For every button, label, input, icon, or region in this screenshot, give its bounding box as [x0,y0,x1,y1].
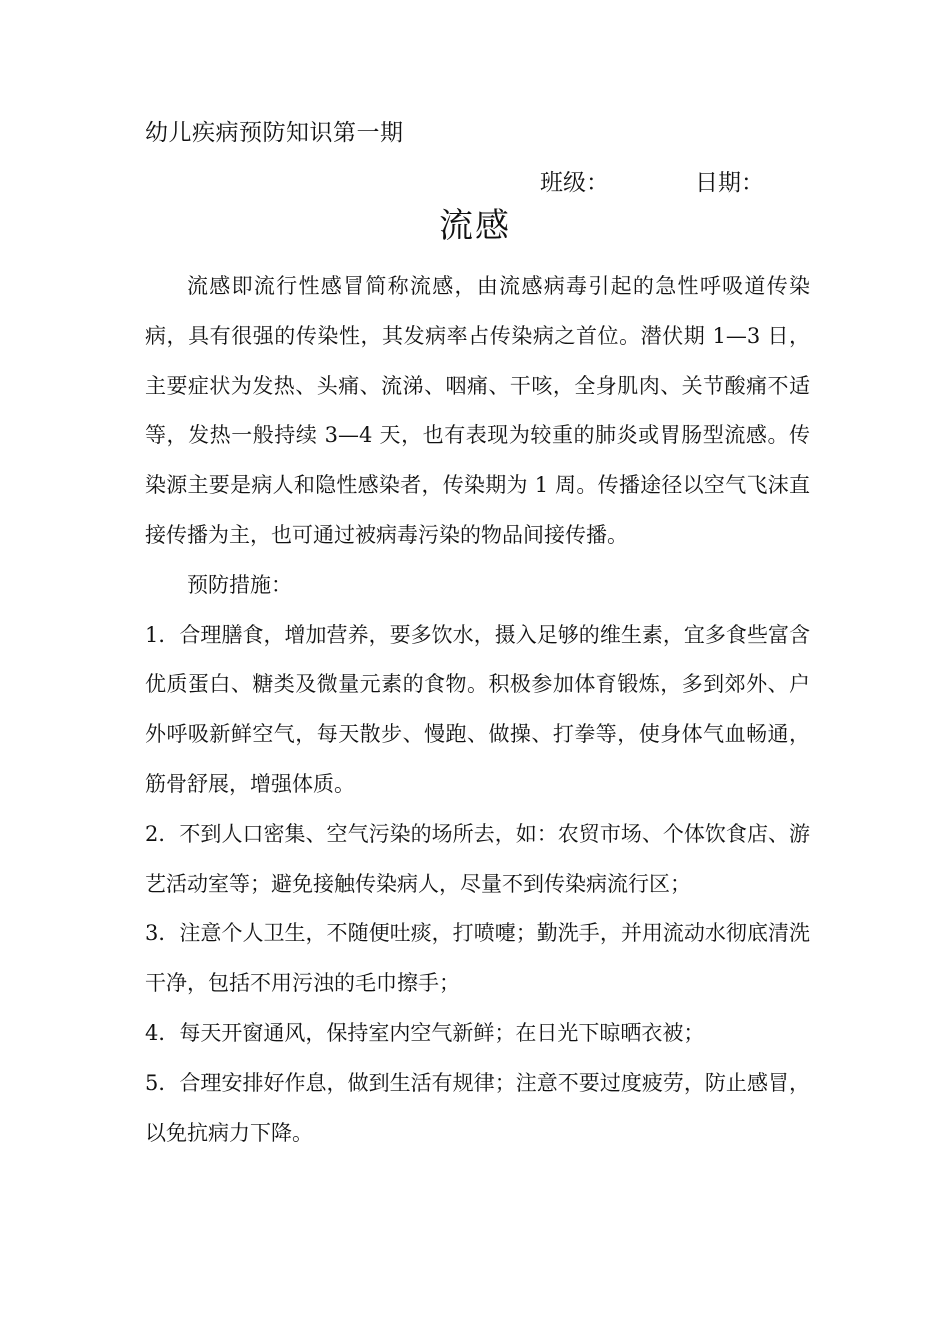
measure-item-4: 4．每天开窗通风，保持室内空气新鲜；在日光下晾晒衣被； [145,1020,705,1045]
intro-paragraph: 流感即流行性感冒简称流感，由流感病毒引起的急性呼吸道传染病，具有很强的传染性，其发病率占传染病之首位。潜伏期 1—3 日，主要症状为发热、头痛、流涕、咽痛、干咳，全身肌肉、关节酸痛不适等，发热一般持续 3—4 天，也有表现为较重的肺炎或胃肠型流感。传染源主要是病人和隐性感染者，传染期为 1 周。传播途径以空气飞沫直接传播为主，也可通过被病毒污染的物品间接传播。 [145,274,810,547]
measure-item-2: 2．不到人口密集、空气污染的场所去，如：农贸市场、个体饮食店、游艺活动室等；避免接触传染病人，尽量不到传染病流行区； [145,821,810,896]
measure-item-3: 3．注意个人卫生，不随便吐痰，打喷嚏；勤洗手，并用流动水彻底清洗干净，包括不用污浊的毛巾擦手； [145,921,810,996]
document-header: 幼儿疾病预防知识第一期 [145,120,404,146]
class-label: 班级： [540,170,609,196]
class-date-line [540,166,764,200]
measure-item-5: 5．合理安排好作息，做到生活有规律；注意不要过度疲劳，防止感冒，以免抗病力下降。 [145,1070,810,1145]
measure-item-1: 1．合理膳食，增加营养，要多饮水，摄入足够的维生素，宜多食些富含优质蛋白、糖类及微量元素的食物。积极参加体育锻炼，多到郊外、户外呼吸新鲜空气，每天散步、慢跑、做操、打拳等，使身体气血畅通，筋骨舒展，增强体质。 [145,622,810,796]
document-title: 流感 [439,206,511,246]
document-body [145,262,810,1158]
date-label: 日期： [695,170,764,196]
measures-heading: 预防措施： [187,572,292,597]
